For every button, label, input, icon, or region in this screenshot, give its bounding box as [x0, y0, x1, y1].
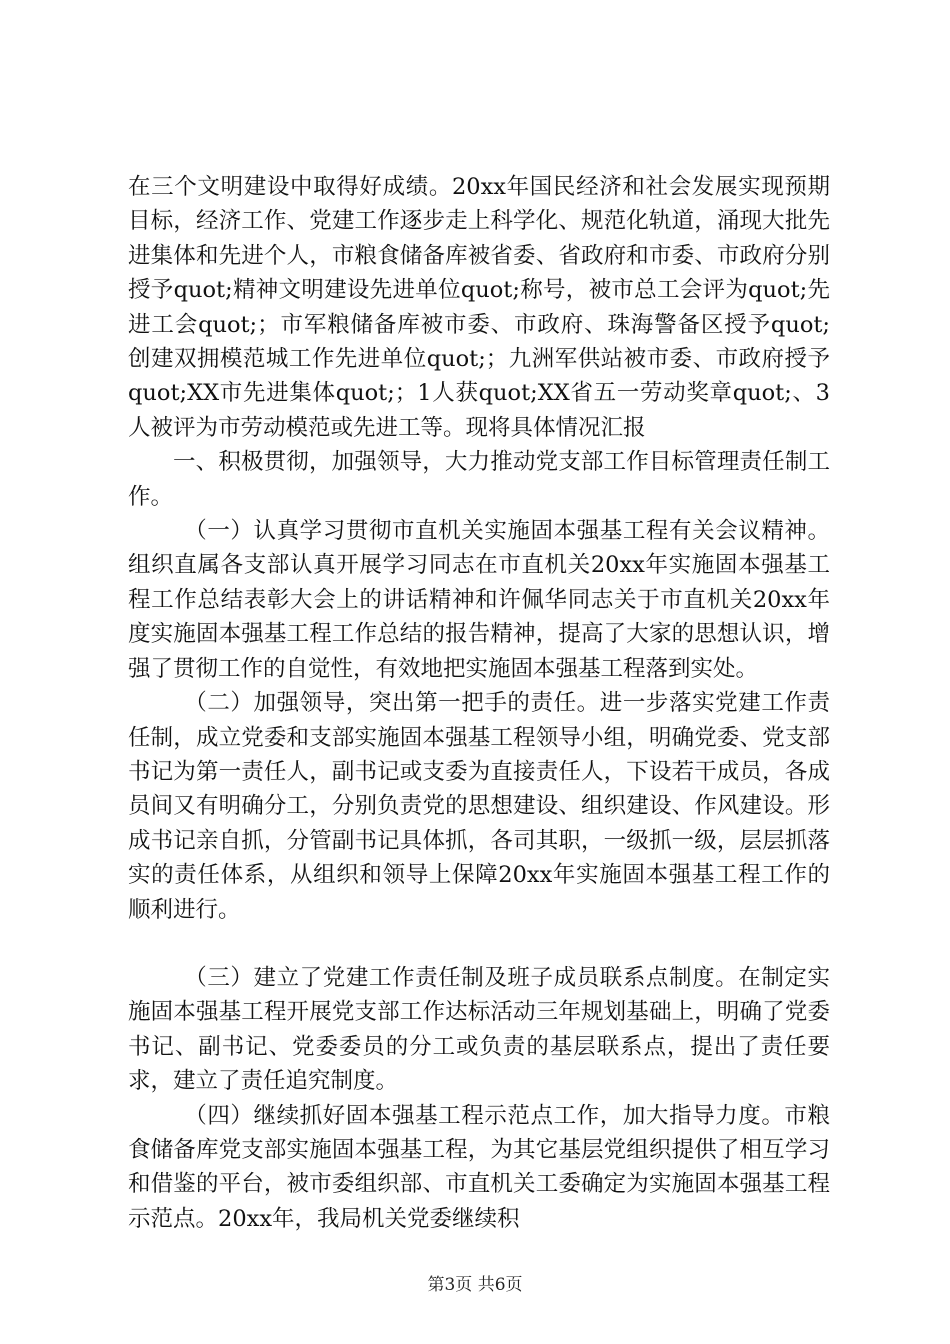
paragraph-item-4: （四）继续抓好固本强基工程示范点工作，加大指导力度。市粮食储备库党支部实施固本强基工程，为其它基层党组织提供了相互学习和借鉴的平台，被市委组织部、市直机关工委确定为实施固本强基工程示范点。20xx年，我局机关党委继续积	[128, 1102, 830, 1232]
paragraph-gap	[128, 927, 830, 961]
section-heading-1: 一、积极贯彻，加强领导，大力推动党支部工作目标管理责任制工作。	[128, 449, 830, 510]
paragraph-item-1: （一）认真学习贯彻市直机关实施固本强基工程有关会议精神。组织直属各支部认真开展学习同志在市直机关20xx年实施固本强基工程工作总结表彰大会上的讲话精神和许佩华同志关于市直机关20xx年度实施固本强基工程工作总结的报告精神，提高了大家的思想认识，增强了贯彻工作的自觉性，有效地把实施固本强基工程落到实处。	[128, 518, 830, 682]
document-body	[128, 170, 830, 1236]
paragraph-item-2: （二）加强领导，突出第一把手的责任。进一步落实党建工作责任制，成立党委和支部实施固本强基工程领导小组，明确党委、党支部书记为第一责任人，副书记或支委为直接责任人，下设若干成员，各成员间又有明确分工，分别负责党的思想建设、组织建设、作风建设。形成书记亲自抓，分管副书记具体抓，各司其职，一级抓一级，层层抓落实的责任体系，从组织和领导上保障20xx年实施固本强基工程工作的顺利进行。	[128, 690, 830, 923]
paragraph-item-3: （三）建立了党建工作责任制及班子成员联系点制度。在制定实施固本强基工程开展党支部工作达标活动三年规划基础上，明确了党委书记、副书记、党委委员的分工或负责的基层联系点，提出了责任要求，建立了责任追究制度。	[128, 964, 830, 1095]
paragraph-intro: 在三个文明建设中取得好成绩。20xx年国民经济和社会发展实现预期目标，经济工作、党建工作逐步走上科学化、规范化轨道，涌现大批先进集体和先进个人，市粮食储备库被省委、省政府和市委、市政府分别授予quot;精神文明建设先进单位quot;称号，被市总工会评为quot;先进工会quot;；市军粮储备库被市委、市政府、珠海警备区授予quot;创建双拥模范城工作先进单位quot;；九洲军供站被市委、市政府授予quot;XX市先进集体quot;；1人获quot;XX省五一劳动奖章quot;、3人被评为市劳动模范或先进工等。现将具体情况汇报	[128, 174, 830, 441]
page-number-footer: 第3页 共6页	[427, 1275, 523, 1295]
